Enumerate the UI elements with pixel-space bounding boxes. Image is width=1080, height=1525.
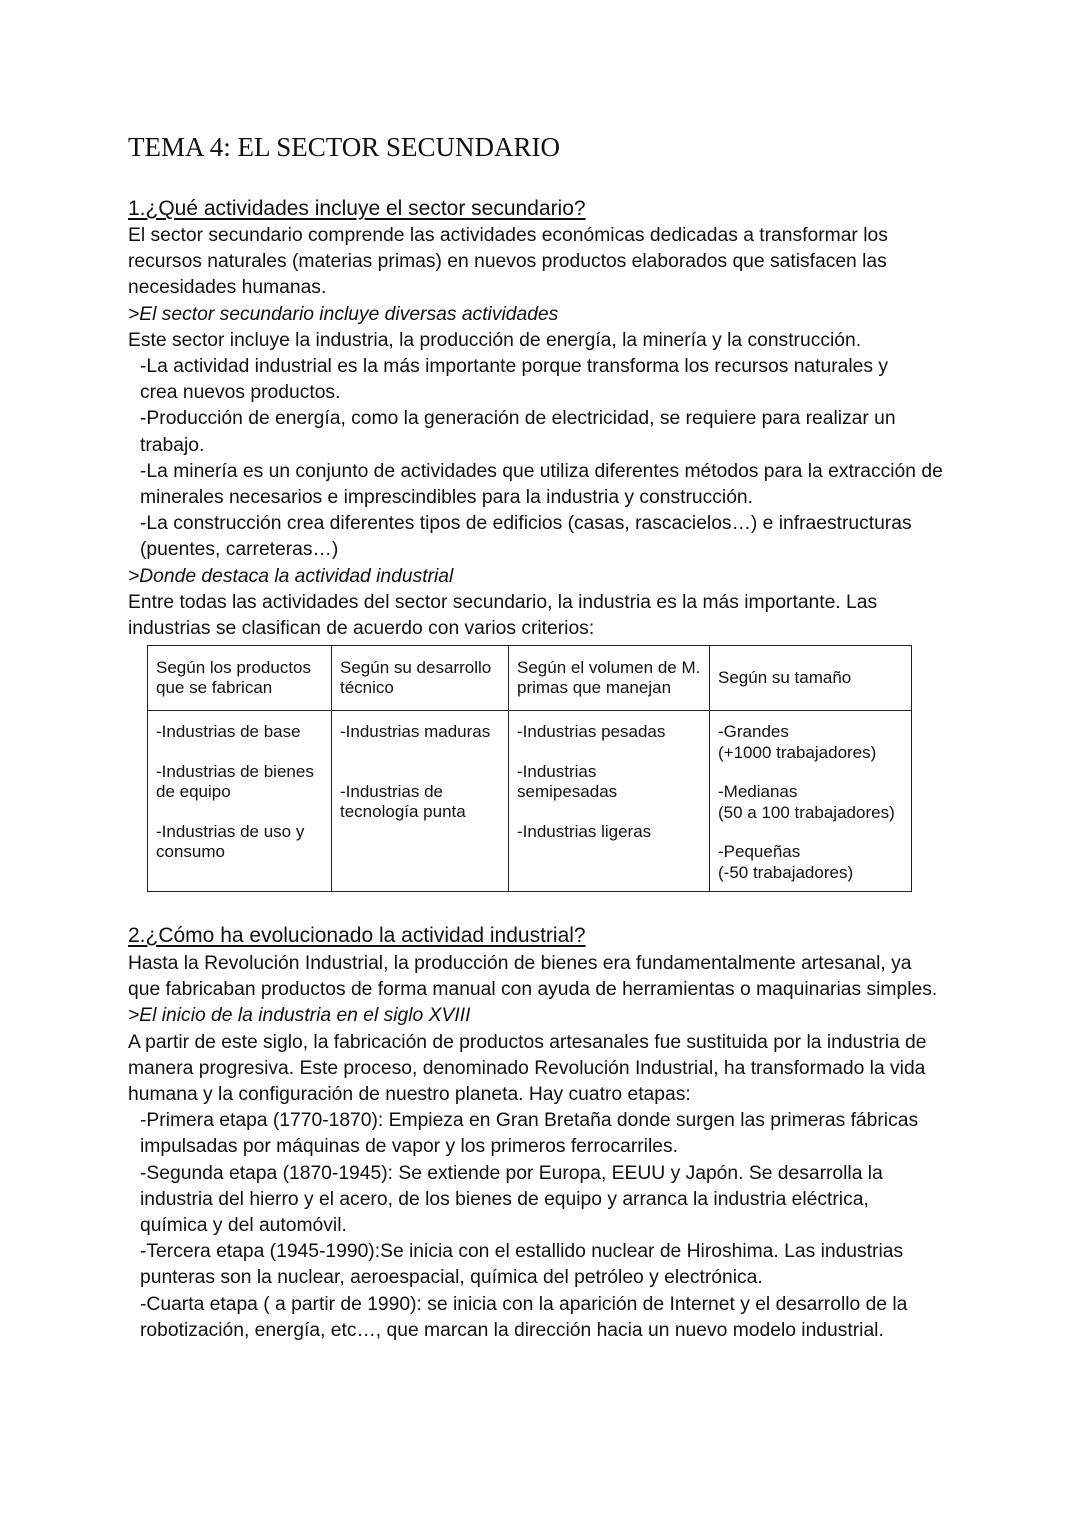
size-detail: (-50 trabajadores) — [718, 862, 854, 882]
table-header-technical: Según su desarrollo técnico — [332, 646, 509, 711]
table-header-row — [148, 646, 912, 711]
table-item: -Industrias pesadas — [517, 722, 666, 741]
table-header-volume: Según el volumen de M. primas que manejan — [509, 646, 710, 711]
table-item: -Industrias de bienes de equipo — [156, 761, 314, 801]
list-item-industry: -La actividad industrial es la más importante porque transforma los recursos naturales y crea nuevos productos. — [140, 356, 889, 404]
list-item-construction: -La construcción crea diferentes tipos de edificios (casas, rascacielos…) e infraestructuras (puentes, carreteras…) — [140, 513, 912, 561]
section2-text: A partir de este siglo, la fabricación de productos artesanales fue sustituida por la industria de manera progresiva. Este proceso, denominado Revolución Industrial, ha transformado la vida humana y la configuración de nuestro planeta. Hay cuatro etapas: — [128, 1031, 927, 1106]
table-cell-volume — [509, 711, 710, 892]
size-label: -Medianas — [718, 782, 798, 801]
table-cell-technical — [332, 711, 509, 892]
section1-activities-text: Este sector incluye la industria, la producción de energía, la minería y la construcción. — [128, 329, 862, 351]
list-item-stage2: -Segunda etapa (1870-1945): Se extiende por Europa, EEUU y Japón. Se desarrolla la industria del hierro y el acero, de los bienes de equipo y arranca la industria eléctrica, química y del automóvil. — [140, 1162, 883, 1237]
section1-subheading-activities: >El sector secundario incluye diversas actividades — [128, 303, 559, 325]
industry-classification-table — [147, 645, 912, 892]
list-item-mining: -La minería es un conjunto de actividades que utiliza diferentes métodos para la extracción de minerales necesarios e imprescindibles para la industria y construcción. — [140, 460, 943, 509]
section1-industry-text: Entre todas las actividades del sector secundario, la industria es la más importante. Las industrias se clasifican de acuerdo con varios criterios: — [128, 591, 878, 640]
table-cell-products — [148, 711, 332, 892]
section1-subheading-industry: >Donde destaca la actividad industrial — [128, 565, 454, 587]
table-header-size: Según su tamaño — [710, 646, 912, 711]
list-item-energy: -Producción de energía, como la generación de electricidad, se requiere para realizar un trabajo. — [140, 408, 896, 456]
size-label: -Pequeñas — [718, 842, 801, 861]
list-item-stage3: -Tercera etapa (1945-1990):Se inicia con el estallido nuclear de Hiroshima. Las industrias punteras son la nuclear, aeroespacial, química del petróleo y electrónica. — [140, 1241, 904, 1289]
section2-subheading: >El inicio de la industria en el siglo XVIII — [128, 1005, 471, 1027]
table-item-small — [718, 842, 903, 883]
list-item-stage4: -Cuarta etapa ( a partir de 1990): se inicia con la aparición de Internet y el desarrollo de la robotización, energía, etc…, que marcan la dirección hacia un nuevo modelo industrial. — [140, 1293, 908, 1341]
table-header-products: Según los productos que se fabrican — [148, 646, 332, 711]
size-detail: (+1000 trabajadores) — [718, 742, 877, 762]
table-item-large — [718, 722, 903, 763]
table-row — [148, 711, 912, 892]
table-item: -Industrias semipesadas — [517, 761, 618, 801]
section1-intro: El sector secundario comprende las actividades económicas dedicadas a transformar los recursos naturales (materias primas) en nuevos productos elaborados que satisfacen las necesidades humanas. — [128, 225, 888, 299]
list-item-stage1: -Primera etapa (1770-1870): Empieza en Gran Bretaña donde surgen las primeras fábricas impulsadas por máquinas de vapor y los primeros ferrocarriles. — [140, 1110, 919, 1158]
table-item: -Industrias de uso y consumo — [156, 821, 305, 861]
section1-heading: 1.¿Qué actividades incluye el sector secundario? — [128, 197, 586, 220]
table-cell-size — [710, 711, 912, 892]
document-title: TEMA 4: EL SECTOR SECUNDARIO — [128, 132, 561, 162]
size-detail: (50 a 100 trabajadores) — [718, 802, 895, 822]
table-item: -Industrias ligeras — [517, 821, 652, 841]
table-item-medium — [718, 782, 903, 823]
table-item: -Industrias de tecnología punta — [340, 781, 466, 821]
section2-heading: 2.¿Cómo ha evolucionado la actividad industrial? — [128, 924, 586, 947]
size-label: -Grandes — [718, 722, 789, 741]
section2-body — [128, 951, 958, 1344]
section1-body — [128, 223, 958, 642]
table-item: -Industrias de base — [156, 722, 301, 741]
section2-intro: Hasta la Revolución Industrial, la producción de bienes era fundamentalmente artesanal, ya que fabricaban productos de forma manual con ayuda de herramientas o maquinarias simples. — [128, 953, 938, 1001]
table-item: -Industrias maduras — [340, 722, 491, 741]
